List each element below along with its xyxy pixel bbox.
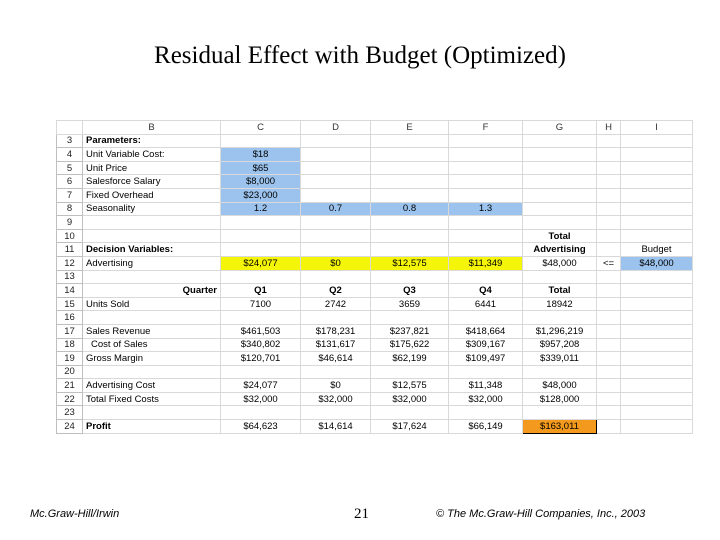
page-number: 21 [354, 506, 369, 522]
row-5 [57, 161, 693, 175]
column-header-row [57, 121, 693, 135]
row-19 [57, 352, 693, 366]
cell[interactable] [621, 352, 693, 366]
row-22 [57, 392, 693, 406]
row-number[interactable]: 15 [57, 297, 83, 311]
column-header-g[interactable]: G [523, 121, 597, 135]
cell-value[interactable]: $109,497 [449, 352, 523, 366]
row-number[interactable]: 5 [57, 161, 83, 175]
cell[interactable] [621, 188, 693, 202]
cell[interactable] [449, 216, 523, 230]
cell-input[interactable]: 1.2 [221, 202, 301, 216]
cell-label[interactable]: Units Sold [83, 297, 221, 311]
cell[interactable] [449, 243, 523, 257]
cell[interactable] [449, 134, 523, 148]
cell-header[interactable]: Budget [621, 243, 693, 257]
row-number[interactable]: 13 [57, 270, 83, 284]
cell[interactable] [301, 243, 371, 257]
cell[interactable] [301, 134, 371, 148]
row-number[interactable]: 19 [57, 352, 83, 366]
row-24 [57, 420, 693, 434]
cell[interactable] [221, 365, 301, 379]
cell-decision[interactable]: $12,575 [371, 256, 449, 270]
cell-input[interactable]: 0.7 [301, 202, 371, 216]
cell[interactable] [301, 270, 371, 284]
row-number[interactable]: 14 [57, 284, 83, 298]
cell-value[interactable]: $309,167 [449, 338, 523, 352]
cell-label[interactable]: Profit [83, 420, 221, 434]
cell[interactable] [371, 134, 449, 148]
cell-target[interactable]: $163,011 [523, 420, 597, 434]
cell[interactable] [523, 406, 597, 420]
cell-header[interactable]: Total [523, 284, 597, 298]
cell-label[interactable]: Parameters: [83, 134, 221, 148]
cell-value[interactable]: 18942 [523, 297, 597, 311]
cell[interactable] [371, 188, 449, 202]
cell[interactable] [523, 365, 597, 379]
cell[interactable] [597, 338, 621, 352]
cell-value[interactable]: $339,011 [523, 352, 597, 366]
cell[interactable] [621, 284, 693, 298]
cell[interactable] [301, 365, 371, 379]
cell-value[interactable]: $14,614 [301, 420, 371, 434]
cell[interactable] [371, 216, 449, 230]
row-3 [57, 134, 693, 148]
cell[interactable] [221, 243, 301, 257]
row-9 [57, 216, 693, 230]
cell[interactable] [621, 161, 693, 175]
row-number[interactable]: 4 [57, 148, 83, 162]
cell[interactable] [301, 188, 371, 202]
row-13 [57, 270, 693, 284]
cell-value[interactable]: $11,348 [449, 379, 523, 393]
cell[interactable] [621, 311, 693, 325]
cell[interactable] [621, 134, 693, 148]
row-number[interactable]: 8 [57, 202, 83, 216]
cell-label[interactable]: Gross Margin [83, 352, 221, 366]
cell-header[interactable]: Q1 [221, 284, 301, 298]
cell-value[interactable]: $32,000 [301, 392, 371, 406]
corner-cell[interactable] [57, 121, 83, 135]
cell[interactable] [597, 365, 621, 379]
cell[interactable] [371, 365, 449, 379]
cell-value[interactable]: $32,000 [449, 392, 523, 406]
cell[interactable] [301, 175, 371, 189]
cell-label[interactable]: Total Fixed Costs [83, 392, 221, 406]
cell[interactable] [523, 311, 597, 325]
cell[interactable] [371, 311, 449, 325]
cell[interactable] [301, 311, 371, 325]
cell[interactable] [301, 406, 371, 420]
cell-value[interactable]: $64,623 [221, 420, 301, 434]
row-12 [57, 256, 693, 270]
cell-header[interactable]: Total [523, 229, 597, 243]
slide-title: Residual Effect with Budget (Optimized) [154, 42, 566, 69]
cell[interactable] [621, 324, 693, 338]
footer-publisher: Mc.Graw-Hill/Irwin [30, 508, 120, 520]
cell-value[interactable]: $1,296,219 [523, 324, 597, 338]
cell-input[interactable]: $8,000 [221, 175, 301, 189]
cell[interactable] [371, 229, 449, 243]
cell[interactable] [449, 161, 523, 175]
cell-value[interactable]: $17,624 [371, 420, 449, 434]
row-7 [57, 188, 693, 202]
cell-input[interactable]: $48,000 [621, 256, 693, 270]
cell-label[interactable]: Salesforce Salary [83, 175, 221, 189]
cell[interactable] [597, 379, 621, 393]
row-6 [57, 175, 693, 189]
cell-value[interactable]: $48,000 [523, 379, 597, 393]
spreadsheet [56, 120, 693, 434]
cell[interactable] [449, 188, 523, 202]
cell[interactable] [523, 161, 597, 175]
cell[interactable] [221, 134, 301, 148]
cell-value[interactable]: $32,000 [371, 392, 449, 406]
cell[interactable] [221, 406, 301, 420]
row-number[interactable]: 18 [57, 338, 83, 352]
cell-value[interactable]: 7100 [221, 297, 301, 311]
row-number[interactable]: 12 [57, 256, 83, 270]
cell-decision[interactable]: $0 [301, 256, 371, 270]
cell-input[interactable]: $23,000 [221, 188, 301, 202]
cell[interactable] [597, 175, 621, 189]
cell[interactable] [371, 148, 449, 162]
cell[interactable] [621, 216, 693, 230]
column-header-c[interactable]: C [221, 121, 301, 135]
column-header-f[interactable]: F [449, 121, 523, 135]
cell[interactable] [221, 229, 301, 243]
cell[interactable] [597, 406, 621, 420]
cell[interactable] [621, 392, 693, 406]
cell-value[interactable]: $32,000 [221, 392, 301, 406]
cell[interactable] [83, 229, 221, 243]
cell[interactable] [449, 175, 523, 189]
cell[interactable] [301, 148, 371, 162]
cell-value[interactable]: $131,617 [301, 338, 371, 352]
cell-input[interactable]: 1.3 [449, 202, 523, 216]
cell-value[interactable]: $418,664 [449, 324, 523, 338]
cell-value[interactable]: $340,802 [221, 338, 301, 352]
cell[interactable] [221, 216, 301, 230]
cell-header[interactable]: Advertising [523, 243, 597, 257]
row-21 [57, 379, 693, 393]
column-header-h[interactable]: H [597, 121, 621, 135]
cell-input[interactable]: $65 [221, 161, 301, 175]
cell[interactable] [301, 216, 371, 230]
row-11 [57, 243, 693, 257]
row-16 [57, 311, 693, 325]
cell[interactable] [449, 270, 523, 284]
cell-value[interactable]: 3659 [371, 297, 449, 311]
cell[interactable] [597, 161, 621, 175]
cell[interactable] [621, 148, 693, 162]
cell-value[interactable]: $46,614 [301, 352, 371, 366]
cell[interactable] [221, 311, 301, 325]
cell[interactable] [621, 338, 693, 352]
row-number[interactable]: 16 [57, 311, 83, 325]
row-17 [57, 324, 693, 338]
footer-copyright: © The Mc.Graw-Hill Companies, Inc., 2003 [436, 508, 646, 520]
column-header-e[interactable]: E [371, 121, 449, 135]
cell-value[interactable]: $24,077 [221, 379, 301, 393]
cell[interactable] [301, 161, 371, 175]
cell[interactable] [371, 161, 449, 175]
row-number[interactable]: 20 [57, 365, 83, 379]
cell[interactable] [371, 270, 449, 284]
cell[interactable] [83, 365, 221, 379]
cell-value[interactable]: <= [597, 256, 621, 270]
cell-value[interactable]: $66,149 [449, 420, 523, 434]
cell[interactable] [523, 202, 597, 216]
cell[interactable] [621, 270, 693, 284]
row-8 [57, 202, 693, 216]
cell-value[interactable]: $48,000 [523, 256, 597, 270]
row-number[interactable]: 9 [57, 216, 83, 230]
cell-header[interactable]: Q3 [371, 284, 449, 298]
cell-value[interactable]: $175,622 [371, 338, 449, 352]
cell[interactable] [371, 243, 449, 257]
row-23 [57, 406, 693, 420]
cell[interactable] [597, 229, 621, 243]
cell[interactable] [621, 365, 693, 379]
cell-label[interactable]: Cost of Sales [83, 338, 221, 352]
cell-decision[interactable]: $11,349 [449, 256, 523, 270]
cell[interactable] [621, 297, 693, 311]
row-number[interactable]: 3 [57, 134, 83, 148]
cell-value[interactable]: $120,701 [221, 352, 301, 366]
cell[interactable] [621, 379, 693, 393]
cell[interactable] [523, 188, 597, 202]
cell[interactable] [621, 175, 693, 189]
column-header-d[interactable]: D [301, 121, 371, 135]
cell-value[interactable]: $178,231 [301, 324, 371, 338]
cell-header[interactable]: Q4 [449, 284, 523, 298]
cell-value[interactable]: $128,000 [523, 392, 597, 406]
cell[interactable] [597, 134, 621, 148]
cell[interactable] [597, 392, 621, 406]
cell-label[interactable]: Advertising [83, 256, 221, 270]
cell[interactable] [371, 175, 449, 189]
cell[interactable] [371, 406, 449, 420]
cell-value[interactable]: $237,821 [371, 324, 449, 338]
cell-label[interactable]: Quarter [83, 284, 221, 298]
cell[interactable] [301, 229, 371, 243]
cell-input[interactable]: $18 [221, 148, 301, 162]
row-number[interactable]: 10 [57, 229, 83, 243]
cell[interactable] [523, 134, 597, 148]
row-number[interactable]: 23 [57, 406, 83, 420]
cell-label[interactable]: Unit Price [83, 161, 221, 175]
cell[interactable] [597, 270, 621, 284]
cell[interactable] [621, 406, 693, 420]
cell[interactable] [523, 216, 597, 230]
cell-value[interactable]: 6441 [449, 297, 523, 311]
cell[interactable] [597, 420, 621, 434]
cell[interactable] [449, 365, 523, 379]
row-4 [57, 148, 693, 162]
cell-value[interactable]: 2742 [301, 297, 371, 311]
cell-label[interactable]: Sales Revenue [83, 324, 221, 338]
cell[interactable] [221, 270, 301, 284]
cell[interactable] [523, 175, 597, 189]
cell[interactable] [621, 420, 693, 434]
cell[interactable] [449, 229, 523, 243]
cell[interactable] [597, 324, 621, 338]
cell[interactable] [597, 243, 621, 257]
row-number[interactable]: 17 [57, 324, 83, 338]
cell-header[interactable]: Q2 [301, 284, 371, 298]
row-10 [57, 229, 693, 243]
row-15 [57, 297, 693, 311]
row-20 [57, 365, 693, 379]
cell[interactable] [83, 270, 221, 284]
cell[interactable] [597, 148, 621, 162]
cell-value[interactable]: $12,575 [371, 379, 449, 393]
row-number[interactable]: 21 [57, 379, 83, 393]
row-number[interactable]: 24 [57, 420, 83, 434]
cell[interactable] [597, 297, 621, 311]
row-number[interactable]: 6 [57, 175, 83, 189]
cell[interactable] [523, 270, 597, 284]
cell-value[interactable]: $62,199 [371, 352, 449, 366]
cell-label[interactable]: Advertising Cost [83, 379, 221, 393]
cell[interactable] [621, 202, 693, 216]
cell[interactable] [597, 311, 621, 325]
cell[interactable] [621, 229, 693, 243]
row-number[interactable]: 22 [57, 392, 83, 406]
cell-label[interactable]: Decision Variables: [83, 243, 221, 257]
cell[interactable] [597, 284, 621, 298]
cell-label[interactable]: Seasonality [83, 202, 221, 216]
cell-input[interactable]: 0.8 [371, 202, 449, 216]
cell[interactable] [449, 406, 523, 420]
row-14 [57, 284, 693, 298]
cell-label[interactable]: Unit Variable Cost: [83, 148, 221, 162]
cell[interactable] [83, 406, 221, 420]
cell[interactable] [449, 311, 523, 325]
cell[interactable] [83, 311, 221, 325]
cell-label[interactable]: Fixed Overhead [83, 188, 221, 202]
cell-value[interactable]: $0 [301, 379, 371, 393]
cell-value[interactable]: $461,503 [221, 324, 301, 338]
row-number[interactable]: 11 [57, 243, 83, 257]
cell[interactable] [597, 352, 621, 366]
cell[interactable] [523, 148, 597, 162]
cell[interactable] [597, 202, 621, 216]
cell-decision[interactable]: $24,077 [221, 256, 301, 270]
row-18 [57, 338, 693, 352]
row-number[interactable]: 7 [57, 188, 83, 202]
cell-value[interactable]: $957,208 [523, 338, 597, 352]
cell[interactable] [83, 216, 221, 230]
cell[interactable] [449, 148, 523, 162]
column-header-b[interactable]: B [83, 121, 221, 135]
cell[interactable] [597, 216, 621, 230]
column-header-i[interactable]: I [621, 121, 693, 135]
cell[interactable] [597, 188, 621, 202]
